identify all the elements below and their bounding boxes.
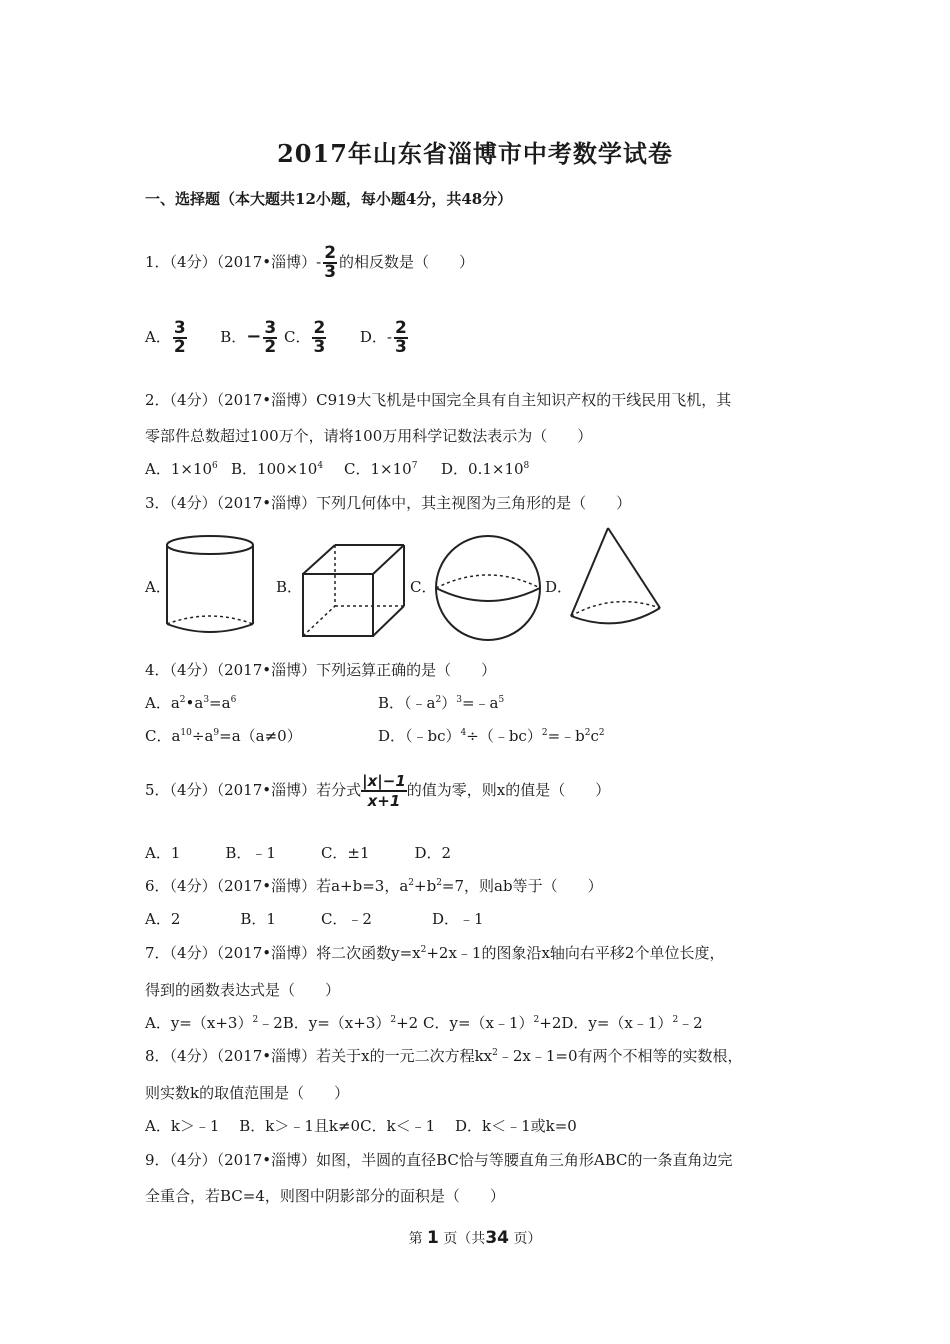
q7-o1: 2: [252, 1015, 259, 1025]
q1-c-num: 2: [313, 318, 326, 338]
q7-o7: 2: [672, 1015, 679, 1025]
q3-label-a[interactable]: A．: [145, 578, 171, 596]
section-heading: 一、选择题（本大题共12小题，每小题4分，共48分）: [145, 190, 513, 208]
q1-option-d-fraction: [394, 320, 408, 356]
q2-line-1: 2．（4分）（2017•淄博）C919大飞机是中国完全具有自主知识产权的干线民用飞机，其: [145, 391, 732, 409]
q4-a-p2: •a: [185, 694, 204, 712]
q7-line1-b: +2x﹣1的图象沿x轴向右平移2个单位长度，: [426, 944, 725, 962]
q7-o2: ﹣2B．y=（x+3）: [258, 1014, 391, 1032]
q6-exp-1: 2: [408, 878, 415, 888]
q1-fraction: [323, 245, 337, 281]
q7-line1-a: 7．（4分）（2017•淄博）将二次函数y=x: [145, 944, 421, 962]
q5-suffix: 的值为零，则x的值是（ ）: [406, 781, 611, 799]
q6-exp-2: 2: [436, 878, 442, 888]
q2-option-b[interactable]: [231, 459, 323, 479]
sphere-figure: [432, 532, 544, 644]
q2-b-text: B．100×10: [231, 460, 318, 478]
q5-frac-den: x+1: [367, 792, 401, 810]
q8-line-1: [145, 1046, 743, 1066]
q3-label-d[interactable]: D．: [545, 578, 573, 596]
question-6: [145, 876, 603, 896]
q7-line-2: 得到的函数表达式是（ ）: [145, 981, 341, 999]
q4-d-p5: 2: [584, 728, 591, 738]
page-footer: [0, 1228, 950, 1248]
q4-b-p2: ）: [441, 694, 457, 712]
q1-option-d-sign: -: [386, 328, 392, 346]
q9-line-1: 9．（4分）（2017•淄博）如图，半圆的直径BC恰与等腰直角三角形ABC的一条直角边完: [145, 1151, 733, 1169]
q4-b-p3: 3: [456, 695, 462, 705]
q4-a-p4: =a: [209, 694, 231, 712]
q4-a-p5: 6: [230, 695, 237, 705]
q2-a-exp: 6: [212, 461, 218, 471]
q1-options: [145, 320, 410, 356]
q4-d-p0: D．（﹣bc）: [378, 727, 461, 745]
cube-figure: [298, 540, 410, 640]
q1-option-a[interactable]: [145, 318, 189, 357]
q1-frac-den: 3: [324, 262, 337, 282]
q4-b-p0: B．（﹣a: [378, 694, 436, 712]
q1-prefix: 1．（4分）（2017•淄博）: [145, 253, 317, 271]
q1-d-den: 3: [395, 337, 407, 357]
q4-b-p5: 5: [498, 695, 505, 705]
cylinder-figure: [160, 532, 260, 642]
q1-option-d-label: D．: [359, 328, 387, 346]
footer-total-pages: 34: [485, 1228, 509, 1248]
q3-label-c[interactable]: C．: [410, 578, 437, 596]
q1-option-b-label: B．: [220, 328, 247, 346]
q6-text-a: 6．（4分）（2017•淄博）若a+b=3，a: [145, 877, 409, 895]
q9-line-2: 全重合，若BC=4，则图中阴影部分的面积是（ ）: [145, 1187, 505, 1205]
q2-d-text: D．0.1×10: [441, 460, 524, 478]
q1-b-den: 2: [264, 337, 277, 357]
q7-o4: +2 C．y=（x﹣1）: [396, 1014, 534, 1032]
q1-option-d[interactable]: [359, 318, 410, 357]
q7-o6: +2D．y=（x﹣1）: [539, 1014, 673, 1032]
q1-a-num: 3: [173, 318, 186, 338]
q4-d-p1: 4: [460, 728, 467, 738]
q1-option-a-fraction: [173, 320, 187, 356]
q1-b-num: 3: [264, 318, 277, 338]
q2-c-text: C．1×10: [344, 460, 412, 478]
q4-d-p6: c: [590, 727, 599, 745]
question-1: [145, 245, 474, 281]
q8-line1-b: ﹣2x﹣1=0有两个不相等的实数根，: [497, 1047, 743, 1065]
q1-sign: -: [316, 253, 322, 271]
q7-line1-exp: 2: [420, 945, 427, 955]
q8-options[interactable]: A．k＞﹣1 B．k＞﹣1且k≠0C．k＜﹣1 D．k＜﹣1或k=0: [145, 1117, 577, 1135]
q4-option-c[interactable]: [145, 726, 302, 746]
q4-a-p1: 2: [179, 695, 186, 705]
q4-option-b[interactable]: [378, 693, 504, 713]
q2-option-c[interactable]: [344, 459, 417, 479]
q4-option-a[interactable]: [145, 693, 236, 713]
footer-page-number: 1: [427, 1228, 439, 1248]
q6-text-c: =7，则ab等于（ ）: [441, 877, 603, 895]
q2-c-exp: 7: [411, 461, 418, 471]
q4-a-p3: 3: [203, 695, 210, 705]
q1-suffix: 的相反数是（ ）: [339, 253, 475, 271]
q2-option-d[interactable]: [441, 459, 529, 479]
q1-option-c-label: C．: [284, 328, 311, 346]
q4-c-p0: C．a: [145, 727, 181, 745]
q1-frac-num: 2: [324, 243, 337, 263]
q4-text: 4．（4分）（2017•淄博）下列运算正确的是（ ）: [145, 661, 497, 679]
page-title: 2017年山东省淄博市中考数学试卷: [277, 139, 673, 168]
q4-b-p4: =﹣a: [461, 694, 499, 712]
q4-a-p0: A．a: [145, 694, 180, 712]
q2-d-exp: 8: [523, 461, 530, 471]
q3-label-b[interactable]: B．: [276, 578, 303, 596]
q5-prefix: 5．（4分）（2017•淄博）若分式: [145, 781, 362, 799]
footer-pre: 第: [408, 1231, 423, 1247]
q7-options[interactable]: [145, 1013, 703, 1033]
q2-option-a[interactable]: [145, 459, 218, 479]
q4-b-p1: 2: [435, 695, 442, 705]
q4-option-d[interactable]: [378, 726, 605, 746]
footer-post: 页）: [513, 1231, 542, 1247]
q3-text: 3．（4分）（2017•淄博）下列几何体中，其主视图为三角形的是（ ）: [145, 494, 632, 512]
footer-mid: 页（共: [443, 1231, 486, 1247]
q7-o5: 2: [533, 1015, 540, 1025]
q1-option-c-fraction: [312, 320, 326, 356]
q7-o3: 2: [390, 1015, 397, 1025]
q4-d-p4: =﹣b: [547, 727, 585, 745]
q1-a-den: 2: [173, 337, 186, 357]
q5-options[interactable]: A．1 B．﹣1 C．±1 D．2: [145, 844, 452, 862]
q8-line1-a: 8．（4分）（2017•淄博）若关于x的一元二次方程kx: [145, 1047, 493, 1065]
q1-c-den: 3: [313, 337, 326, 357]
q5-fraction: [361, 772, 407, 810]
q1-d-num: 2: [395, 318, 407, 338]
q6-text-b: +b: [414, 877, 437, 895]
q8-line1-exp: 2: [492, 1048, 498, 1058]
q1-option-b-sign: −: [246, 326, 262, 347]
q4-c-p1: 10: [180, 728, 192, 738]
q6-options[interactable]: A．2 B．1 C．﹣2 D．﹣1: [145, 910, 484, 928]
q7-o8: ﹣2: [678, 1014, 703, 1032]
q1-option-b-fraction: [263, 320, 277, 356]
question-5: [145, 772, 610, 810]
q1-option-a-label: A．: [145, 328, 171, 346]
q2-b-exp: 4: [317, 461, 324, 471]
q4-c-p3: 9: [213, 728, 220, 738]
q4-d-p7: 2: [598, 728, 605, 738]
q2-a-text: A．1×10: [145, 460, 213, 478]
q2-line-2: 零部件总数超过100万个，请将100万用科学记数法表示为（ ）: [145, 427, 593, 445]
q4-c-p4: =a（a≠0）: [219, 727, 302, 745]
cone-figure: [566, 524, 666, 636]
q1-option-c[interactable]: [284, 318, 328, 357]
q5-frac-num: |x|−1: [362, 772, 406, 790]
q7-line-1: [145, 943, 724, 963]
q1-option-b[interactable]: [220, 318, 279, 357]
q4-d-p2: ÷（﹣bc）: [466, 727, 542, 745]
q4-c-p2: ÷a: [191, 727, 214, 745]
q7-o0: A．y=（x+3）: [145, 1014, 253, 1032]
q8-line-2: 则实数k的取值范围是（ ）: [145, 1084, 350, 1102]
q4-d-p3: 2: [541, 728, 548, 738]
